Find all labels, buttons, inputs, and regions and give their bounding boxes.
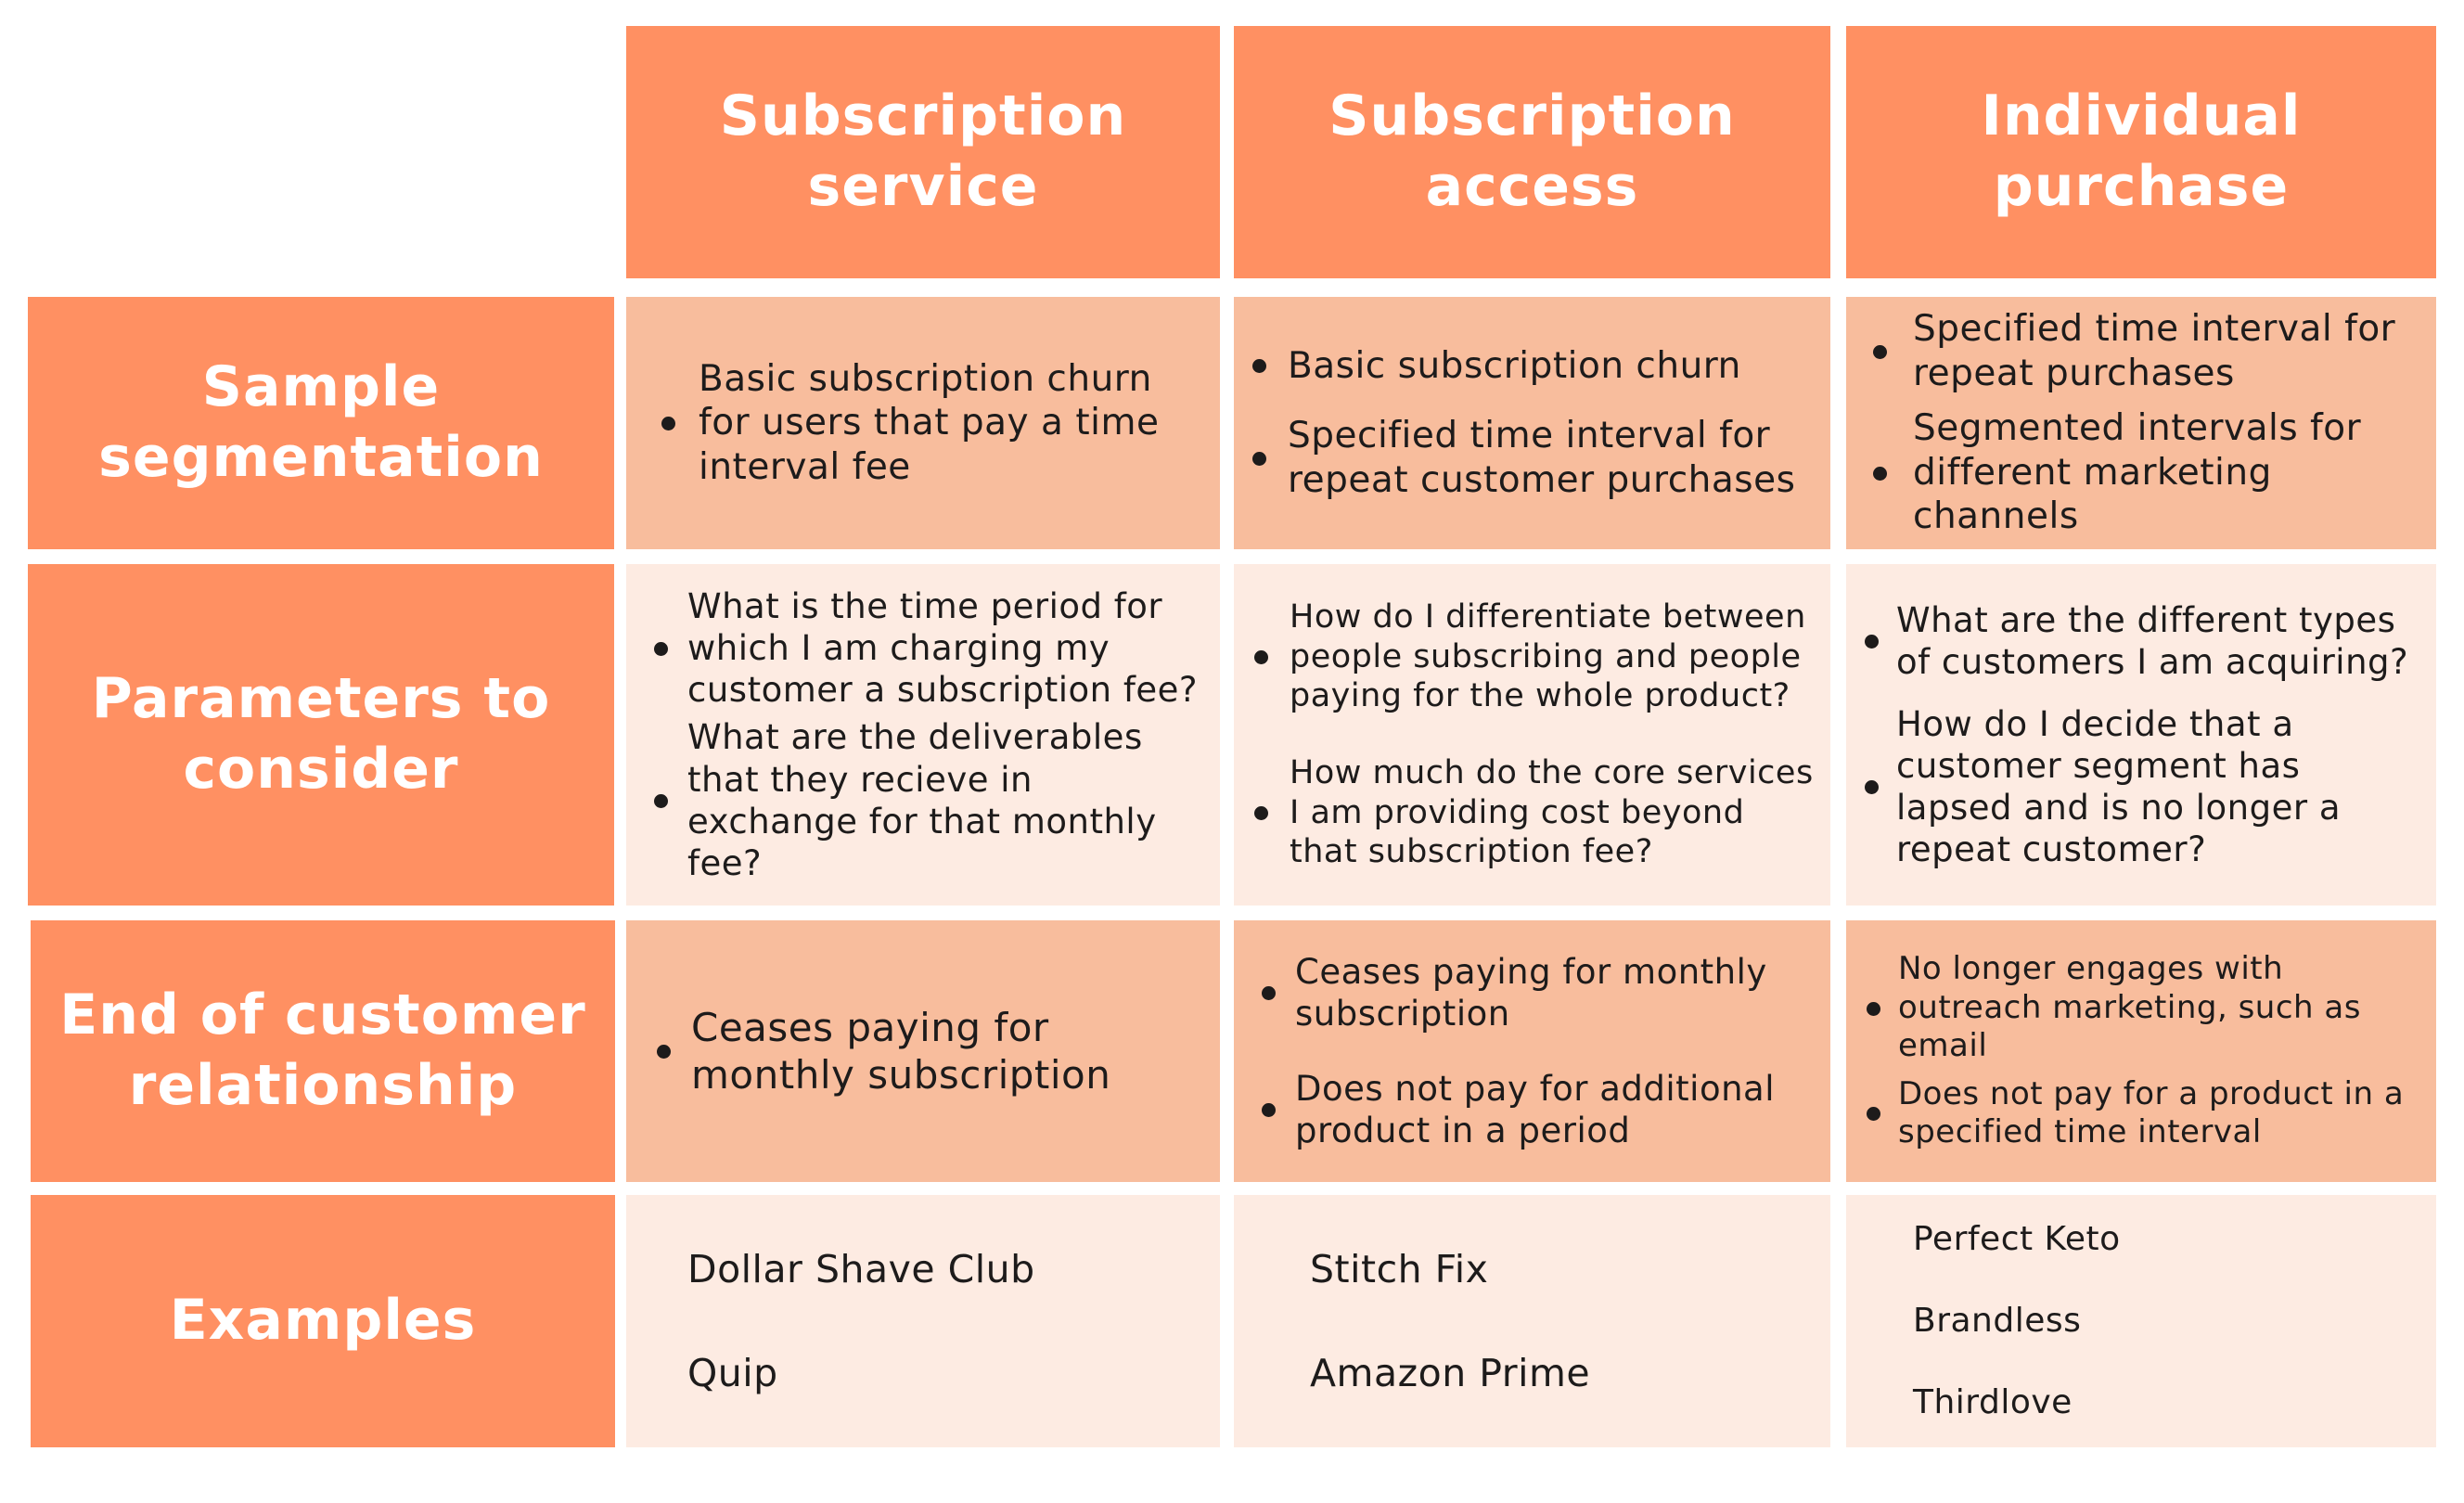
bullet-item xyxy=(687,585,1203,711)
example-item: Quip xyxy=(687,1351,778,1395)
row-header-end-of-relationship xyxy=(31,920,615,1182)
column-header-subscription-access xyxy=(1234,26,1830,278)
bullet-text: Does not pay for additional product in a period xyxy=(1295,1069,1775,1151)
bullet-dot xyxy=(1254,806,1268,820)
bullet-dot xyxy=(1865,780,1879,794)
bullet-item xyxy=(691,1004,1201,1098)
bullet-dot xyxy=(1252,452,1266,466)
bullet-dot xyxy=(1867,1002,1880,1016)
bullet-text: Ceases paying for monthly subscription xyxy=(691,1004,1111,1098)
cell-examples-access xyxy=(1234,1195,1830,1447)
bullet-item xyxy=(1295,1068,1816,1151)
row-header-line: End of customer xyxy=(59,983,586,1048)
example-item: Perfect Keto xyxy=(1913,1220,2121,1259)
bullet-item xyxy=(1898,950,2423,1065)
cell-parameters-access xyxy=(1234,564,1830,906)
column-header-line: Subscription xyxy=(719,84,1127,149)
bullet-item xyxy=(1896,703,2423,871)
bullet-item xyxy=(699,357,1192,490)
bullet-text: What is the time period for which I am charging my customer a subscription fee? xyxy=(687,586,1199,711)
cell-examples-service xyxy=(626,1195,1220,1447)
bullet-dot xyxy=(1867,1107,1880,1121)
cell-end-service xyxy=(626,920,1220,1182)
row-header-sample-segmentation xyxy=(28,297,614,549)
cell-parameters-service xyxy=(626,564,1220,906)
bullet-text: What are the deliverables that they recieve in exchange for that monthly fee? xyxy=(687,717,1157,883)
bullet-item xyxy=(1288,344,1812,389)
bullet-dot xyxy=(1252,359,1266,373)
bullet-text: What are the different types of customers I am acquiring? xyxy=(1896,599,2409,682)
bullet-dot xyxy=(661,417,675,430)
cell-end-access xyxy=(1234,920,1830,1182)
bullet-text: No longer engages with outreach marketing, such as email xyxy=(1898,950,2361,1065)
row-header-line: relationship xyxy=(128,1053,518,1118)
bullet-text: Basic subscription churn xyxy=(1288,344,1741,387)
column-header-line: Individual xyxy=(1981,84,2302,149)
cell-segmentation-service xyxy=(626,297,1220,549)
row-header-line: Examples xyxy=(169,1288,477,1354)
bullet-item xyxy=(1896,599,2423,683)
bullet-item xyxy=(1295,951,1816,1034)
column-header-line: service xyxy=(807,154,1039,219)
cell-parameters-purchase xyxy=(1846,564,2436,906)
bullet-text: Specified time interval for repeat purchases xyxy=(1913,308,2396,394)
bullet-item xyxy=(1898,1075,2423,1152)
cell-segmentation-access xyxy=(1234,297,1830,549)
bullet-text: Ceases paying for monthly subscription xyxy=(1295,951,1767,1034)
column-header-line: purchase xyxy=(1993,154,2290,219)
bullet-item xyxy=(1913,307,2418,395)
bullet-item xyxy=(1913,406,2418,539)
bullet-text: Specified time interval for repeat customer purchases xyxy=(1288,415,1796,501)
bullet-item xyxy=(1290,753,1816,872)
example-item: Dollar Shave Club xyxy=(687,1246,1035,1291)
cell-end-purchase xyxy=(1846,920,2436,1182)
column-header-subscription-service xyxy=(626,26,1220,278)
bullet-dot xyxy=(1254,650,1268,664)
example-item: Brandless xyxy=(1913,1302,2082,1341)
row-header-parameters xyxy=(28,564,614,906)
bullet-dot xyxy=(1262,986,1276,1000)
bullet-text: How do I differentiate between people subscribing and people paying for the whole product? xyxy=(1290,597,1806,715)
bullet-text: How much do the core services I am providing cost beyond that subscription fee? xyxy=(1290,754,1814,871)
bullet-text: Does not pay for a product in a specified time interval xyxy=(1898,1074,2405,1151)
column-header-line: Subscription xyxy=(1328,84,1736,149)
example-item: Amazon Prime xyxy=(1310,1351,1591,1395)
bullet-text: Segmented intervals for different marketing channels xyxy=(1913,407,2362,538)
column-header-individual-purchase xyxy=(1846,26,2436,278)
column-header-line: access xyxy=(1425,154,1639,219)
bullet-dot xyxy=(654,642,668,656)
bullet-dot xyxy=(1262,1103,1276,1117)
bullet-item xyxy=(1288,414,1812,502)
row-header-line: consider xyxy=(183,737,459,802)
bullet-dot xyxy=(657,1045,671,1059)
example-item: Stitch Fix xyxy=(1310,1246,1489,1291)
cell-examples-purchase xyxy=(1846,1195,2436,1447)
bullet-item xyxy=(1290,597,1816,716)
bullet-text: Basic subscription churn for users that pay a time interval fee xyxy=(699,357,1160,488)
cell-segmentation-purchase xyxy=(1846,297,2436,549)
row-header-line: Parameters to xyxy=(91,666,551,732)
bullet-dot xyxy=(1873,345,1887,359)
row-header-line: segmentation xyxy=(98,425,544,490)
row-header-examples xyxy=(31,1195,615,1447)
bullet-text: How do I decide that a customer segment has lapsed and is no longer a repeat customer? xyxy=(1896,703,2342,870)
bullet-item xyxy=(687,716,1203,884)
row-header-line: Sample xyxy=(201,354,441,420)
bullet-dot xyxy=(1865,635,1879,649)
bullet-dot xyxy=(1873,467,1887,481)
example-item: Thirdlove xyxy=(1913,1382,2073,1421)
bullet-dot xyxy=(654,794,668,808)
